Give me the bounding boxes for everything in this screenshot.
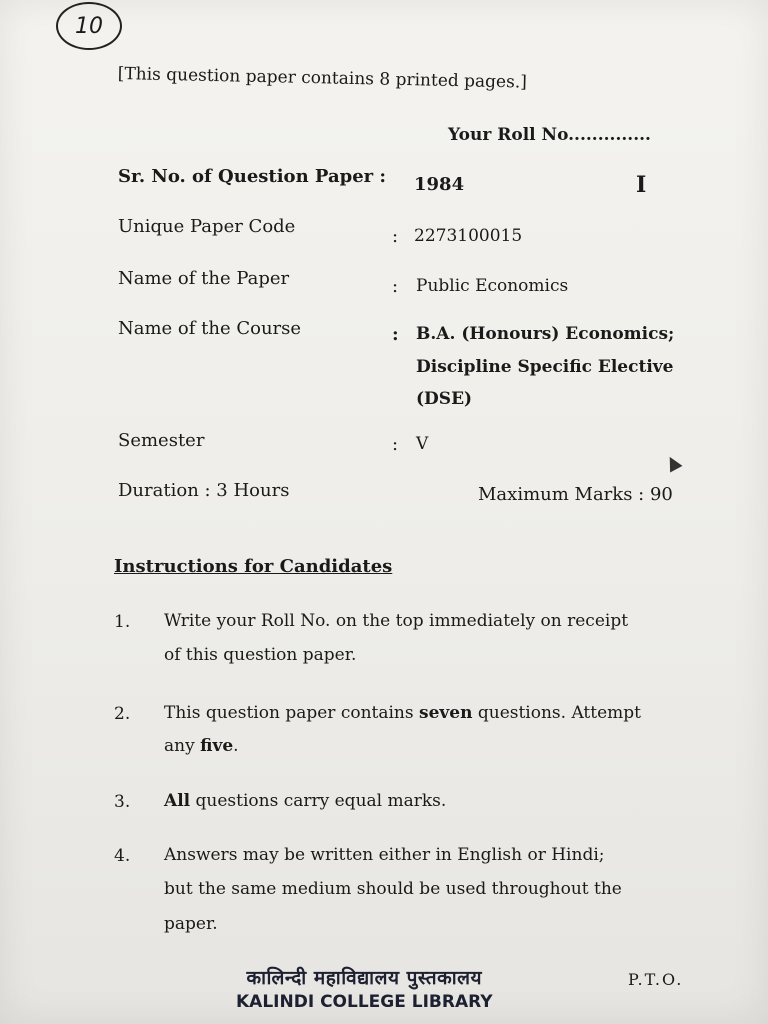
course-name-line3: (DSE) <box>416 389 473 409</box>
semester-label: Semester <box>118 430 205 451</box>
upc-colon: : <box>392 226 399 247</box>
instruction-2-text-a: This question paper contains <box>164 703 419 723</box>
instruction-2-any: any <box>164 736 201 756</box>
sheet-number-circle <box>56 2 122 50</box>
maximum-marks: Maximum Marks : 90 <box>478 484 673 505</box>
upc-value: 2273100015 <box>414 226 523 246</box>
instruction-3-text: questions carry equal marks. <box>190 791 447 811</box>
semester-value: V <box>416 434 429 454</box>
duration: Duration : 3 Hours <box>118 480 290 501</box>
mouse-cursor-icon <box>664 454 683 473</box>
course-name-label: Name of the Course <box>118 318 302 339</box>
instruction-1-line1: Write your Roll No. on the top immediately on receipt <box>164 611 629 631</box>
paper-name-value: Public Economics <box>416 276 569 296</box>
printed-pages-note: [This question paper contains 8 printed pages.] <box>117 64 528 93</box>
instruction-3-all: All <box>164 791 191 811</box>
sr-no-label: Sr. No. of Question Paper : <box>118 166 387 187</box>
paper-name-label: Name of the Paper <box>118 268 290 289</box>
instruction-4-line3: paper. <box>164 914 218 934</box>
set-marker: I <box>636 172 647 198</box>
library-name-english: KALINDI COLLEGE LIBRARY <box>236 992 493 1012</box>
instruction-2-seven: seven <box>419 703 473 723</box>
instruction-1-line2: of this question paper. <box>164 645 357 665</box>
paper-name-colon: : <box>392 276 399 297</box>
instruction-2-five: five <box>200 736 234 756</box>
instruction-3-number: 3. <box>114 792 131 812</box>
instructions-title: Instructions for Candidates <box>114 556 393 577</box>
instruction-4-line1: Answers may be written either in English or Hindi; <box>164 845 605 865</box>
semester-colon: : <box>392 434 399 455</box>
instruction-2-period: . <box>233 736 239 756</box>
instruction-3-line1 <box>164 785 446 818</box>
instruction-1-number: 1. <box>114 612 131 632</box>
course-name-colon: : <box>392 324 399 345</box>
sr-no-value: 1984 <box>414 174 465 195</box>
instruction-2-text-c: questions. Attempt <box>472 703 641 723</box>
sheet-number: 10 <box>75 13 103 39</box>
instruction-4-line2: but the same medium should be used throughout the <box>164 879 622 899</box>
library-name-hindi: कालिन्दी महाविद्यालय पुस्तकालय <box>246 967 483 989</box>
please-turn-over: P.T.O. <box>628 970 684 989</box>
instruction-2-number: 2. <box>114 704 131 724</box>
course-name-line1: B.A. (Honours) Economics; <box>416 324 675 344</box>
library-stamp <box>236 964 493 1012</box>
instruction-2-line2 <box>164 730 239 763</box>
roll-number-field: Your Roll No.............. <box>448 125 651 145</box>
course-name-line2: Discipline Specific Elective <box>416 357 674 377</box>
instruction-2-line1 <box>164 697 641 730</box>
upc-label: Unique Paper Code <box>118 216 296 237</box>
instruction-4-number: 4. <box>114 846 131 866</box>
